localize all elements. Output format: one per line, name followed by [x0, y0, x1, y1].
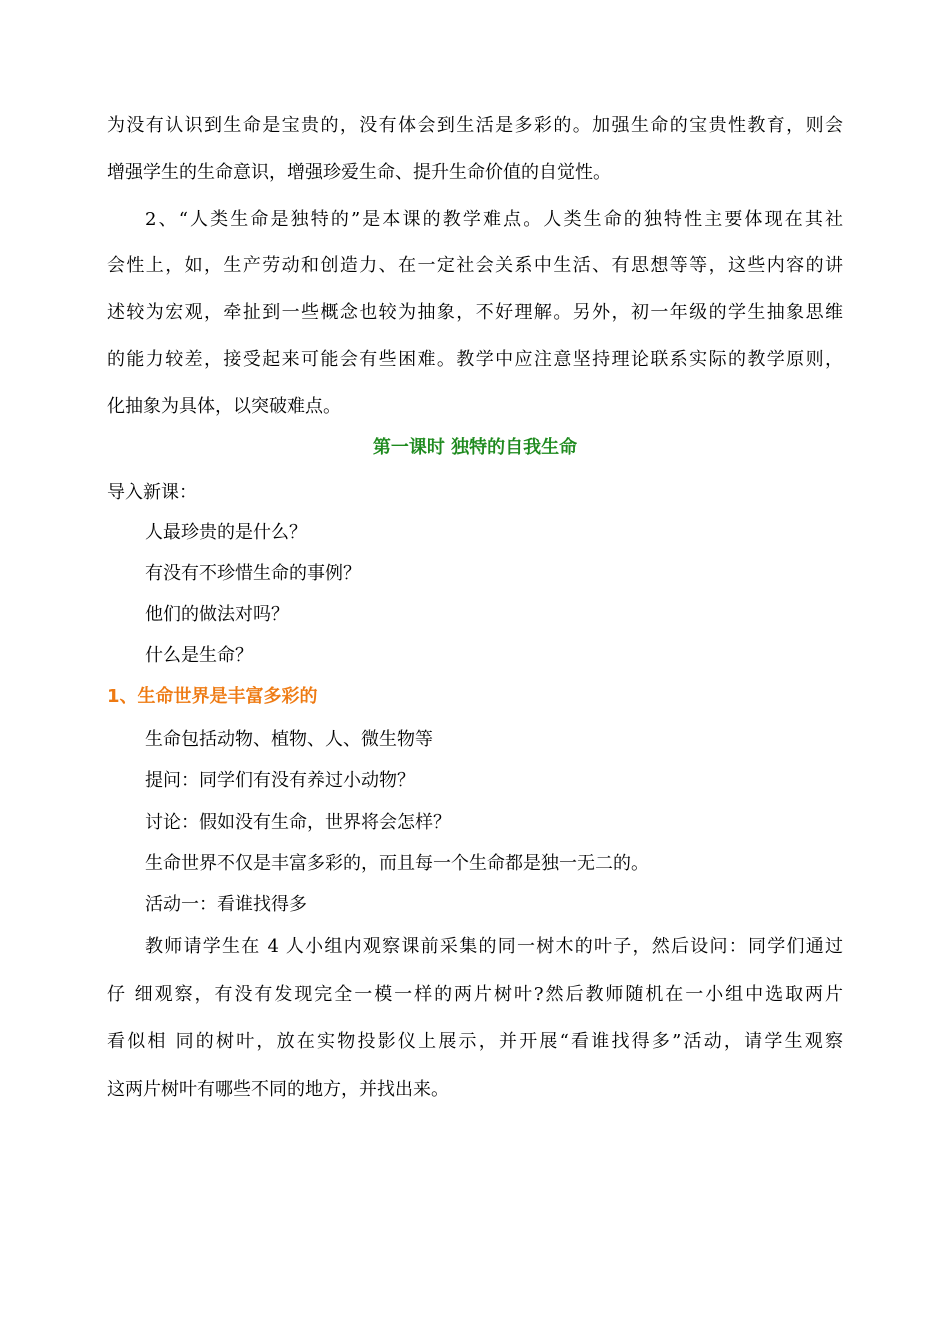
intro-question: 人最珍贵的是什么？ [145, 522, 307, 543]
activity-paragraph-line-4: 这两片树叶有哪些不同的地方，并找出来。 [107, 1079, 449, 1100]
intro-label: 导入新课： [107, 482, 197, 503]
section-1-item: 活动一：看谁找得多 [145, 894, 307, 915]
intro-question: 有没有不珍惜生命的事例？ [145, 563, 361, 584]
intro-question: 什么是生命？ [145, 645, 253, 666]
lesson-title: 第一课时 独特的自我生命 [372, 437, 578, 458]
activity-paragraph-line-2: 仔 细观察，有没有发现完全一模一样的两片树叶?然后教师随机在一小组中选取两片 [107, 984, 843, 1005]
paragraph-2-line-5: 化抽象为具体，以突破难点。 [107, 396, 341, 417]
intro-question: 他们的做法对吗？ [145, 604, 289, 625]
section-1-item: 提问：同学们有没有养过小动物？ [145, 770, 415, 791]
paragraph-1-line-2: 增强学生的生命意识，增强珍爱生命、提升生命价值的自觉性。 [107, 162, 611, 183]
paragraph-2-line-1: 2、“人类生命是独特的”是本课的教学难点。人类生命的独特性主要体现在其社 [145, 209, 843, 230]
section-1-heading: 1、生命世界是丰富多彩的 [107, 686, 318, 707]
paragraph-2-line-4: 的能力较差，接受起来可能会有些困难。教学中应注意坚持理论联系实际的教学原则， [107, 349, 843, 370]
paragraph-2-line-2: 会性上，如，生产劳动和创造力、在一定社会关系中生活、有思想等等，这些内容的讲 [107, 255, 843, 276]
paragraph-1-line-1: 为没有认识到生命是宝贵的，没有体会到生活是多彩的。加强生命的宝贵性教育，则会 [107, 115, 843, 136]
section-1-item: 讨论：假如没有生命，世界将会怎样？ [145, 812, 451, 833]
section-1-item: 生命包括动物、植物、人、微生物等 [145, 729, 433, 750]
activity-paragraph-line-1: 教师请学生在 4 人小组内观察课前采集的同一树木的叶子，然后设问：同学们通过 [145, 936, 843, 957]
section-1-item: 生命世界不仅是丰富多彩的，而且每一个生命都是独一无二的。 [145, 853, 649, 874]
activity-paragraph-line-3: 看似相 同的树叶，放在实物投影仪上展示，并开展“看谁找得多”活动，请学生观察 [107, 1031, 843, 1052]
paragraph-2-line-3: 述较为宏观，牵扯到一些概念也较为抽象，不好理解。另外，初一年级的学生抽象思维 [107, 302, 843, 323]
